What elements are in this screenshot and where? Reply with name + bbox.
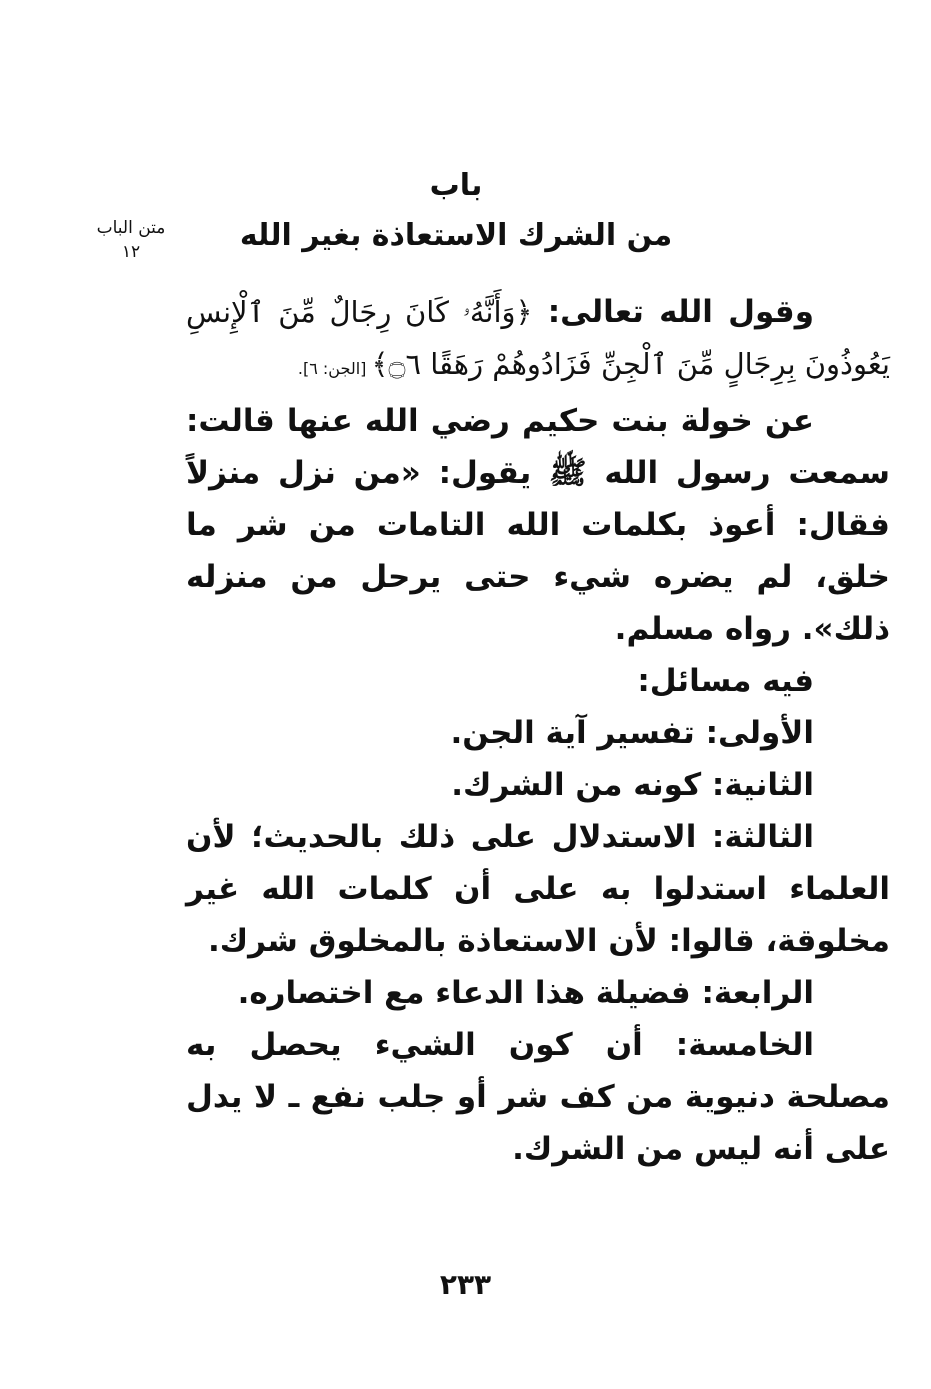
chapter-label: باب [429,168,483,203]
page-number: ٢٣٣ [439,1268,492,1301]
issue-second: الثانية: كونه من الشرك. [451,767,814,803]
verse-reference: [الجن: ٦]. [297,359,372,378]
quran-verse: ﴿وَأَنَّهُۥ كَانَ رِجَالٌ مِّنَ ٱلْإِنسِ يَعُوذُونَ بِرِجَالٍ مِّنَ ٱلْجِنِّ فَزَادُوهُمْ رَهَقًا ۝٦﴾ [186,295,890,381]
verse-intro: وقول الله تعالى: [532,294,814,330]
issue-fourth: الرابعة: فضيلة هذا الدعاء مع اختصاره. [237,975,814,1011]
issue-fifth: الخامسة: أن كون الشيء يحصل به مصلحة دنيوية من كف شر أو جلب نفع ـ لا يدل على أنه ليس من الشرك. [186,1027,890,1167]
issues-heading: فيه مسائل: [637,663,814,699]
issue-third: الثالثة: الاستدلال على ذلك بالحديث؛ لأن العلماء استدلوا به على أن كلمات الله غير مخلوقة، قالوا: لأن الاستعاذة بالمخلوق شرك. [186,819,890,959]
page-body [186,286,890,1175]
issue-first: الأولى: تفسير آية الجن. [450,715,814,751]
chapter-title: من الشرك الاستعاذة بغير الله [239,218,673,253]
margin-note [86,216,176,264]
margin-note-number: ١٢ [121,242,141,262]
margin-note-label: متن الباب [96,218,166,238]
verse-paragraph [186,286,890,395]
hadith-paragraph: عن خولة بنت حكيم رضي الله عنها قالت: سمعت رسول الله ﷺ يقول: «من نزل منزلاً فقال: أعوذ بكلمات الله التامات من شر ما خلق، لم يضره شيء حتى يرحل من منزله ذلك». رواه مسلم. [186,403,890,647]
